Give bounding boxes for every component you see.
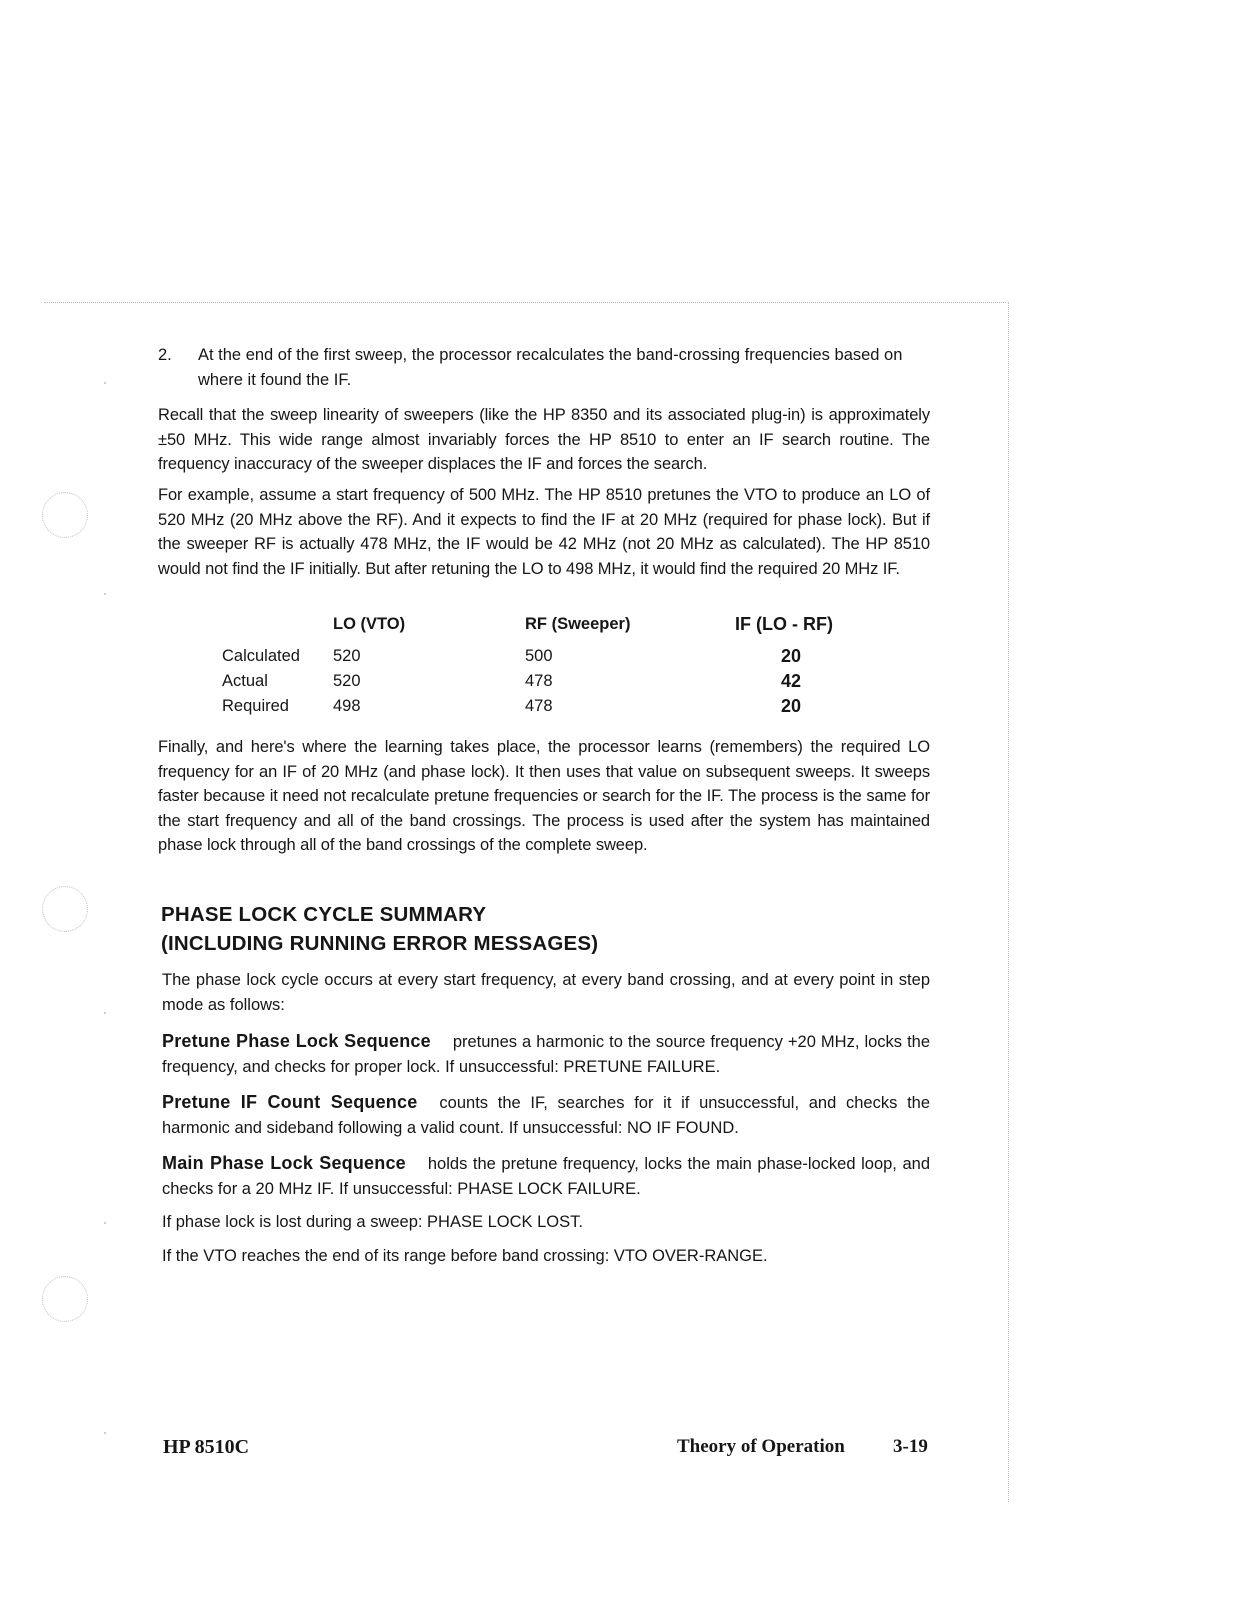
if-value: 20 [781, 696, 802, 716]
row-label: Actual [222, 672, 268, 690]
punch-hole [42, 1276, 88, 1322]
punch-hole [42, 492, 88, 538]
section-heading-line1: PHASE LOCK CYCLE SUMMARY [161, 903, 487, 926]
table-corner [222, 612, 333, 644]
table-header-row [222, 612, 905, 644]
step-number: 2. [158, 346, 172, 364]
note-phase-lock-lost: If phase lock is lost during a sweep: PHASE LOCK LOST. [162, 1213, 583, 1231]
footer-chapter: Theory of Operation [677, 1436, 845, 1457]
scan-speck [104, 593, 106, 595]
footer-page-number: 3-19 [893, 1436, 928, 1457]
sequence-pretune-if-count [162, 1090, 930, 1141]
sequence-name: Main Phase Lock Sequence [162, 1153, 406, 1173]
scan-speck [104, 1432, 106, 1434]
lo-value: 520 [333, 647, 361, 665]
column-header-rf: RF (Sweeper) [525, 614, 631, 633]
rf-value: 478 [525, 697, 553, 715]
punch-hole [42, 886, 88, 932]
paragraph-sweep-linearity: Recall that the sweep linearity of sweepers (like the HP 8350 and its associated plug-in) is approximately ±50 MHz. This wide range almost invariably forces the HP 8510 to enter an IF search routine. The frequency inaccuracy of the sweeper displaces the IF and forces the search. [158, 406, 930, 473]
sequence-text: holds the pretune frequency, locks the main phase-locked loop, and checks for a 20 MHz IF. If unsuccessful: PHASE LOCK FAILURE. [162, 1155, 930, 1198]
paragraph-example: For example, assume a start frequency of 500 MHz. The HP 8510 pretunes the VTO to produce an LO of 520 MHz (20 MHz above the RF). And it expects to find the IF at 20 MHz (required for phase lock). But if the sweeper RF is actually 478 MHz, the IF would be 42 MHz (not 20 MHz as calculated). The HP 8510 would not find the IF initially. But after retuning the LO to 498 MHz, it would find the required 20 MHz IF. [158, 486, 930, 578]
rf-value: 500 [525, 647, 553, 665]
note-vto-over-range: If the VTO reaches the end of its range before band crossing: VTO OVER-RANGE. [162, 1247, 768, 1265]
section-heading-line2: (INCLUDING RUNNING ERROR MESSAGES) [161, 932, 599, 955]
sequence-pretune-phase-lock [162, 1029, 930, 1080]
section-intro: The phase lock cycle occurs at every start frequency, at every band crossing, and at every point in step mode as follows: [162, 971, 930, 1014]
column-header-if: IF (LO - RF) [735, 613, 833, 634]
footer-model: HP 8510C [163, 1436, 250, 1458]
scan-speck [104, 1222, 106, 1224]
column-header-lo: LO (VTO) [333, 614, 406, 633]
if-value: 42 [781, 671, 802, 691]
rf-value: 478 [525, 672, 553, 690]
table-row [222, 644, 905, 669]
scan-speck [104, 1012, 106, 1014]
table-row [222, 669, 905, 694]
sequence-name: Pretune Phase Lock Sequence [162, 1031, 431, 1051]
step-text: At the end of the first sweep, the processor recalculates the band-crossing frequencies based on where it found the IF. [198, 346, 903, 389]
section-heading [161, 900, 598, 958]
row-label: Required [222, 697, 289, 715]
sequence-name: Pretune IF Count Sequence [162, 1092, 418, 1112]
table-row [222, 694, 905, 719]
scan-edge-right [1008, 302, 1009, 1502]
sequence-text: pretunes a harmonic to the source frequency +20 MHz, locks the frequency, and checks for proper lock. If unsuccessful: PRETUNE FAILURE. [162, 1033, 931, 1076]
scan-speck [104, 382, 106, 384]
scan-edge-top [44, 302, 1006, 303]
sequence-text: counts the IF, searches for it if unsuccessful, and checks the harmonic and sideband following a valid count. If unsuccessful: NO IF FOUND. [162, 1094, 931, 1137]
frequency-table [222, 612, 905, 719]
if-value: 20 [781, 646, 802, 666]
lo-value: 520 [333, 672, 361, 690]
lo-value: 498 [333, 697, 361, 715]
row-label: Calculated [222, 647, 300, 665]
paragraph-learning: Finally, and here's where the learning takes place, the processor learns (remembers) the required LO frequency for an IF of 20 MHz (and phase lock). It then uses that value on subsequent sweeps. It sweeps faster because it need not recalculate pretune frequencies or search for the IF. The process is the same for the start frequency and all of the band crossings. The process is used after the system has maintained phase lock through all of the band crossings of the complete sweep. [158, 738, 930, 854]
sequence-main-phase-lock [162, 1151, 930, 1202]
